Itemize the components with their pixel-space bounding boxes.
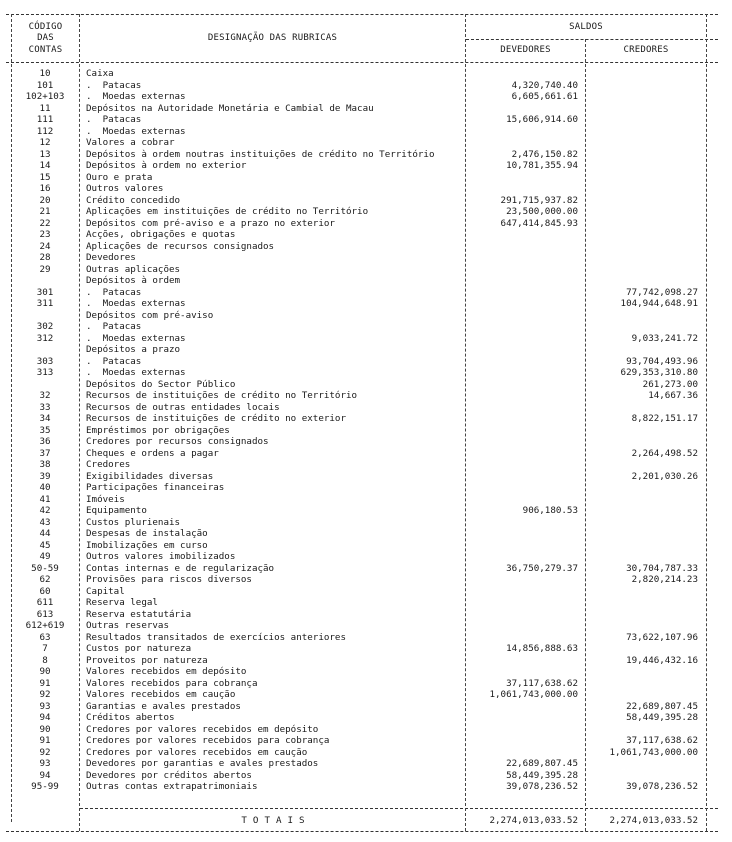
credit-balance: 2,820,214.23 xyxy=(631,574,698,585)
table-row xyxy=(0,241,732,253)
account-code: 23 xyxy=(39,229,51,240)
account-description: Outras aplicações xyxy=(86,263,181,275)
account-description: Valores a cobrar xyxy=(86,137,175,148)
account-description: Outras reservas xyxy=(86,620,169,631)
account-code: 35 xyxy=(39,424,51,436)
account-description: Imóveis xyxy=(86,493,125,505)
credit-balance: 77,742,098.27 xyxy=(626,286,698,298)
account-description: Contas internas e de regularização xyxy=(86,562,275,574)
account-code: 7 xyxy=(42,643,48,654)
table-row xyxy=(0,666,732,678)
totals-label: TOTAIS xyxy=(241,815,311,826)
table-row xyxy=(0,517,732,529)
table-row xyxy=(0,505,732,517)
account-code: 50-59 xyxy=(31,562,59,574)
account-description: Crédito concedido xyxy=(86,194,181,206)
debit-balance: 4,320,740.40 xyxy=(511,79,578,91)
table-row xyxy=(0,747,732,759)
account-description: Depósitos do Sector Público xyxy=(86,378,236,390)
account-description: Reserva legal xyxy=(86,597,158,608)
account-description: Aplicações em instituições de crédito no Território xyxy=(86,206,369,217)
credit-balance: 261,273.00 xyxy=(642,378,698,390)
table-row xyxy=(0,218,732,230)
table-row xyxy=(0,459,732,471)
debit-balance: 37,117,638.62 xyxy=(506,677,578,689)
credit-balance: 8,822,151.17 xyxy=(631,413,698,424)
table-row xyxy=(0,298,732,310)
debit-balance: 2,476,150.82 xyxy=(511,148,578,160)
header-bottom-border xyxy=(6,62,718,63)
table-row xyxy=(0,678,732,690)
table-row xyxy=(0,68,732,80)
account-description: Participações financeiras xyxy=(86,482,225,493)
account-code: 613 xyxy=(36,608,54,620)
table-row xyxy=(0,655,732,667)
account-description: Depósitos com pré-aviso xyxy=(86,309,214,321)
account-description: Credores por recursos consignados xyxy=(86,436,269,447)
header-saldos: SALDOS xyxy=(569,22,603,32)
account-code: 32 xyxy=(39,390,51,401)
table-row xyxy=(0,137,732,149)
account-description: Outros valores imobilizados xyxy=(86,551,236,562)
account-code: 94 xyxy=(39,712,51,723)
table-row xyxy=(0,597,732,609)
totals-credit: 2,274,013,033.52 xyxy=(609,815,698,826)
header-code-line1: CÓDIGO xyxy=(28,22,63,32)
account-description: . Moedas externas xyxy=(86,332,186,344)
table-row xyxy=(0,264,732,276)
table-row xyxy=(0,160,732,172)
debit-balance: 1,061,743,000.00 xyxy=(489,689,578,700)
table-row xyxy=(0,735,732,747)
table-row xyxy=(0,689,732,701)
account-code: 38 xyxy=(39,459,51,470)
table-row xyxy=(0,643,732,655)
account-code: 92 xyxy=(39,689,51,700)
table-row xyxy=(0,448,732,460)
account-code: 611 xyxy=(36,597,54,608)
account-description: Acções, obrigações e quotas xyxy=(86,229,236,240)
account-description: Recursos de instituições de crédito no exterior xyxy=(86,413,346,424)
account-description: Devedores xyxy=(86,252,136,263)
account-code: 612+619 xyxy=(25,620,65,631)
table-row xyxy=(0,252,732,264)
account-description: Valores recebidos em caução xyxy=(86,689,236,700)
account-code: 45 xyxy=(39,539,51,551)
table-row xyxy=(0,310,732,322)
account-code: 22 xyxy=(39,217,51,229)
debit-balance: 22,689,807.45 xyxy=(506,758,578,769)
account-description: Credores xyxy=(86,459,131,470)
account-code: 43 xyxy=(39,516,51,528)
account-code: 112 xyxy=(36,125,54,137)
table-row xyxy=(0,379,732,391)
credit-balance: 9,033,241.72 xyxy=(631,332,698,344)
account-description: Equipamento xyxy=(86,505,147,516)
table-row xyxy=(0,80,732,92)
account-description: Credores por valores recebidos em caução xyxy=(86,746,308,758)
account-code: 16 xyxy=(39,183,51,194)
table-row xyxy=(0,701,732,713)
table-row xyxy=(0,574,732,586)
debit-balance: 15,606,914.60 xyxy=(506,114,578,125)
account-code: 95-99 xyxy=(31,781,59,792)
table-row xyxy=(0,172,732,184)
account-code: 40 xyxy=(39,482,51,493)
table-row xyxy=(0,114,732,126)
table-row xyxy=(0,528,732,540)
account-code: 91 xyxy=(39,735,51,746)
table-bottom-border xyxy=(6,831,718,832)
account-description: . Patacas xyxy=(86,355,142,367)
account-description: . Patacas xyxy=(86,321,142,332)
credit-balance: 1,061,743,000.00 xyxy=(609,746,698,758)
account-description: Garantias e avales prestados xyxy=(86,700,241,712)
table-row xyxy=(0,425,732,437)
account-description: Ouro e prata xyxy=(86,171,153,183)
account-code: 102+103 xyxy=(25,91,65,102)
account-description: Depósitos à ordem no exterior xyxy=(86,160,247,171)
table-row xyxy=(0,586,732,598)
account-description: Credores por valores recebidos em depósito xyxy=(86,723,319,735)
account-description: Reserva estatutária xyxy=(86,608,192,620)
table-top-border xyxy=(6,14,718,15)
header-credit: CREDORES xyxy=(623,45,669,55)
account-description: Resultados transitados de exercícios anteriores xyxy=(86,631,346,643)
table-row xyxy=(0,482,732,494)
account-code: 42 xyxy=(39,505,51,516)
table-row xyxy=(0,563,732,575)
header-debit: DEVEDORES xyxy=(500,45,551,55)
account-description: Exigibilidades diversas xyxy=(86,470,214,482)
table-row xyxy=(0,91,732,103)
account-code: 313 xyxy=(36,367,54,378)
debit-balance: 906,180.53 xyxy=(522,505,578,516)
account-code: 13 xyxy=(39,148,51,160)
account-code: 12 xyxy=(39,137,51,148)
table-row xyxy=(0,724,732,736)
account-description: Aplicações de recursos consignados xyxy=(86,240,275,252)
credit-balance: 629,353,310.80 xyxy=(620,367,698,378)
table-row xyxy=(0,229,732,241)
account-description: . Moedas externas xyxy=(86,91,186,102)
table-row xyxy=(0,321,732,333)
account-code: 302 xyxy=(36,321,54,332)
account-code: 111 xyxy=(36,114,54,125)
credit-balance: 30,704,787.33 xyxy=(626,562,698,574)
account-description: Capital xyxy=(86,585,125,597)
debit-balance: 14,856,888.63 xyxy=(506,643,578,654)
debit-balance: 10,781,355.94 xyxy=(506,160,578,171)
table-row xyxy=(0,390,732,402)
account-description: Custos por natureza xyxy=(86,643,192,654)
table-row xyxy=(0,344,732,356)
account-description: Credores por valores recebidos para cobrança xyxy=(86,735,330,746)
account-code: 93 xyxy=(39,758,51,769)
account-description: . Patacas xyxy=(86,114,142,125)
header-code-line3: CONTAS xyxy=(28,45,63,55)
credit-balance: 104,944,648.91 xyxy=(620,298,698,309)
account-code: 301 xyxy=(36,286,54,298)
account-code: 90 xyxy=(39,666,51,677)
totals-top-border xyxy=(80,808,718,809)
table-row xyxy=(0,540,732,552)
credit-balance: 2,264,498.52 xyxy=(631,447,698,459)
account-description: Outros valores xyxy=(86,183,164,194)
table-row xyxy=(0,275,732,287)
account-description: . Moedas externas xyxy=(86,298,186,309)
account-code: 41 xyxy=(39,493,51,505)
debit-balance: 58,449,395.28 xyxy=(506,769,578,781)
account-description: Outras contas extrapatrimoniais xyxy=(86,781,258,792)
account-code: 91 xyxy=(39,677,51,689)
account-description: Depósitos à ordem xyxy=(86,275,181,286)
account-code: 311 xyxy=(36,298,54,309)
table-row xyxy=(0,781,732,793)
table-row xyxy=(0,402,732,414)
account-code: 92 xyxy=(39,746,51,758)
account-description: Recursos de instituições de crédito no Território xyxy=(86,390,358,401)
credit-balance: 37,117,638.62 xyxy=(626,735,698,746)
account-description: Depósitos na Autoridade Monetária e Cambial de Macau xyxy=(86,102,374,114)
table-row xyxy=(0,471,732,483)
account-description: . Patacas xyxy=(86,79,142,91)
credit-balance: 73,622,107.96 xyxy=(626,631,698,643)
account-description: . Moedas externas xyxy=(86,367,186,378)
account-description: Depósitos à ordem noutras instituições de crédito no Território xyxy=(86,148,435,160)
account-description: Valores recebidos em depósito xyxy=(86,666,247,677)
table-row xyxy=(0,195,732,207)
account-description: Proveitos por natureza xyxy=(86,654,208,666)
debit-balance: 647,414,845.93 xyxy=(500,217,578,229)
credit-balance: 14,667.36 xyxy=(648,390,698,401)
account-description: . Patacas xyxy=(86,286,142,298)
account-code: 63 xyxy=(39,631,51,643)
credit-balance: 22,689,807.45 xyxy=(626,700,698,712)
credit-balance: 93,704,493.96 xyxy=(626,355,698,367)
account-description: Depósitos com pré-aviso e a prazo no exterior xyxy=(86,217,335,229)
account-code: 36 xyxy=(39,436,51,447)
table-row xyxy=(0,183,732,195)
account-description: Recursos de outras entidades locais xyxy=(86,401,280,413)
table-row xyxy=(0,770,732,782)
account-code: 39 xyxy=(39,470,51,482)
credit-balance: 58,449,395.28 xyxy=(626,712,698,723)
table-row xyxy=(0,103,732,115)
account-code: 10 xyxy=(39,68,51,79)
credit-balance: 2,201,030.26 xyxy=(631,470,698,482)
account-code: 21 xyxy=(39,206,51,217)
table-row xyxy=(0,333,732,345)
header-code-line2: DAS xyxy=(37,33,54,43)
account-code: 34 xyxy=(39,413,51,424)
account-code: 101 xyxy=(36,79,54,91)
totals-debit: 2,274,013,033.52 xyxy=(489,815,578,826)
account-code: 15 xyxy=(39,171,51,183)
account-description: Devedores por garantias e avales prestados xyxy=(86,758,319,769)
account-description: Caixa xyxy=(86,68,114,79)
account-description: . Moedas externas xyxy=(86,125,186,137)
account-code: 24 xyxy=(39,240,51,252)
account-code: 11 xyxy=(39,102,51,114)
account-description: Despesas de instalação xyxy=(86,528,208,539)
table-row xyxy=(0,413,732,425)
account-code: 312 xyxy=(36,332,54,344)
account-code: 303 xyxy=(36,355,54,367)
table-row xyxy=(0,620,732,632)
table-row xyxy=(0,287,732,299)
account-code: 90 xyxy=(39,723,51,735)
account-code: 94 xyxy=(39,769,51,781)
account-code: 20 xyxy=(39,194,51,206)
debit-balance: 39,078,236.52 xyxy=(506,781,578,792)
account-code: 60 xyxy=(39,585,51,597)
table-row xyxy=(0,494,732,506)
account-code: 29 xyxy=(39,263,51,275)
table-row xyxy=(0,609,732,621)
debit-balance: 23,500,000.00 xyxy=(506,206,578,217)
table-row xyxy=(0,356,732,368)
table-row xyxy=(0,206,732,218)
account-description: Empréstimos por obrigações xyxy=(86,424,230,436)
account-description: Custos plurienais xyxy=(86,516,181,528)
account-code: 14 xyxy=(39,160,51,171)
debit-balance: 36,750,279.37 xyxy=(506,562,578,574)
table-row xyxy=(0,632,732,644)
account-code: 49 xyxy=(39,551,51,562)
table-row xyxy=(0,126,732,138)
account-code: 8 xyxy=(42,654,48,666)
debit-balance: 291,715,937.82 xyxy=(500,194,578,206)
account-description: Cheques e ordens a pagar xyxy=(86,447,219,459)
account-description: Provisões para riscos diversos xyxy=(86,574,252,585)
table-row xyxy=(0,149,732,161)
table-row xyxy=(0,712,732,724)
account-code: 33 xyxy=(39,401,51,413)
account-description: Devedores por créditos abertos xyxy=(86,769,252,781)
table-row xyxy=(0,551,732,563)
account-code: 62 xyxy=(39,574,51,585)
credit-balance: 39,078,236.52 xyxy=(626,781,698,792)
account-description: Valores recebidos para cobrança xyxy=(86,677,258,689)
account-code: 93 xyxy=(39,700,51,712)
table-row xyxy=(0,436,732,448)
account-description: Créditos abertos xyxy=(86,712,175,723)
table-row xyxy=(0,367,732,379)
header-designation: DESIGNAÇÃO DAS RUBRICAS xyxy=(207,33,338,43)
saldos-separator xyxy=(466,39,718,40)
account-description: Imobilizações em curso xyxy=(86,539,208,551)
credit-balance: 19,446,432.16 xyxy=(626,654,698,666)
table-row xyxy=(0,758,732,770)
account-description: Depósitos a prazo xyxy=(86,344,181,355)
account-code: 44 xyxy=(39,528,51,539)
account-code: 37 xyxy=(39,447,51,459)
account-code: 28 xyxy=(39,252,51,263)
debit-balance: 6,605,661.61 xyxy=(511,91,578,102)
